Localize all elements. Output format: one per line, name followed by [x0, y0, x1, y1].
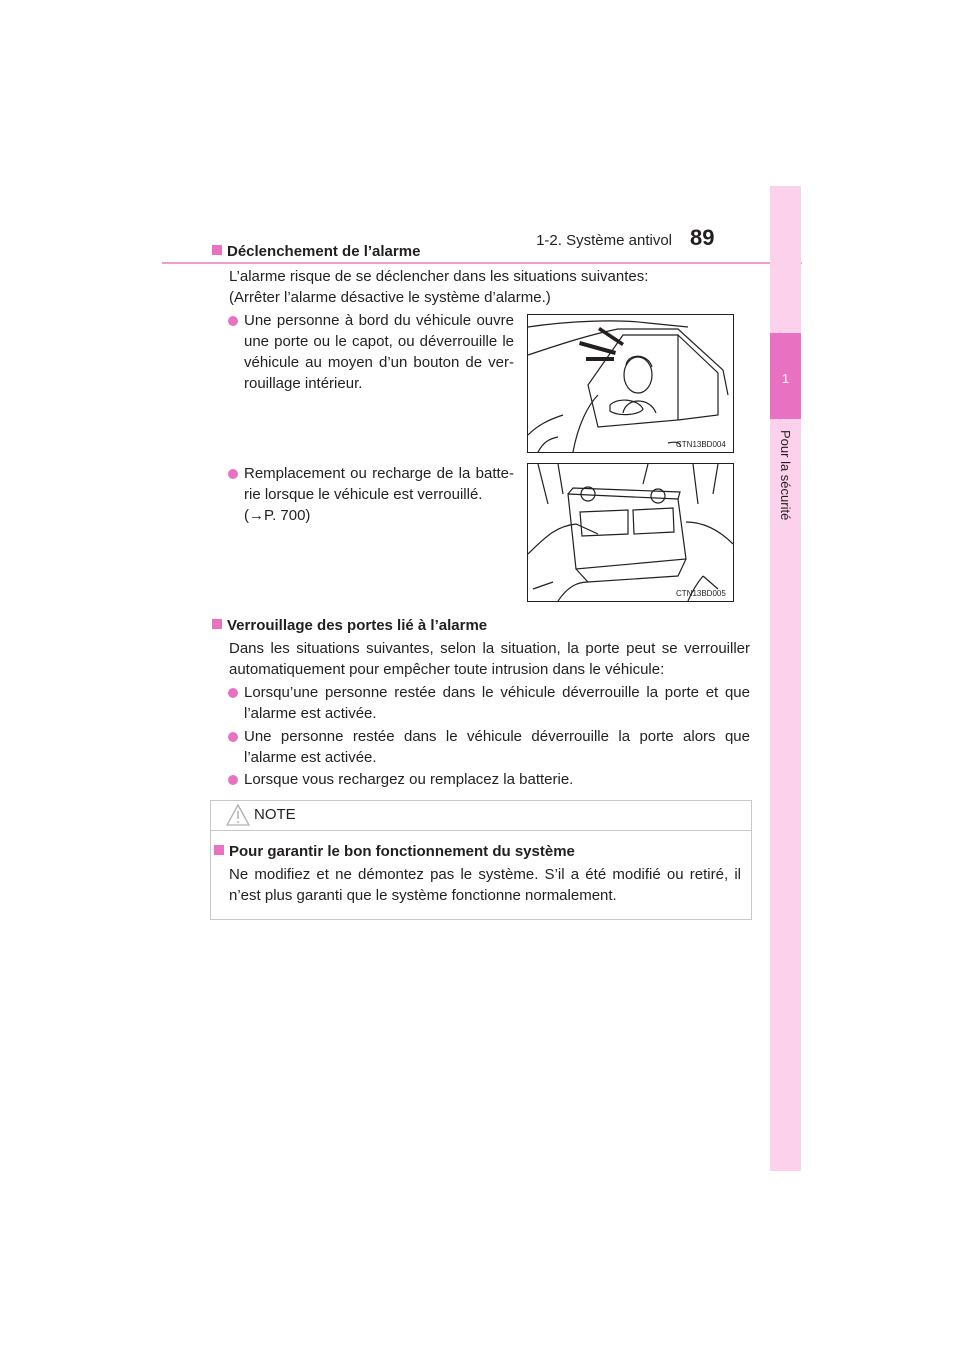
- alarm-bullet-battery: Remplacement ou recharge de la batte-rie lorsque le véhicule est verrouillé.: [244, 465, 514, 503]
- alarm-trigger-heading: Déclenchement de l’alarme: [212, 243, 420, 260]
- door-lock-bullet-1: Lorsqu’une personne restée dans le véhicule déverrouille la porte et que l’alarme est activée.: [244, 684, 750, 722]
- chapter-label-text: Pour la sécurité: [778, 430, 793, 521]
- figure-door-unlock: [527, 314, 734, 453]
- square-bullet-icon: [214, 845, 224, 855]
- round-bullet-icon: [228, 775, 238, 785]
- door-lock-bullet-3: Lorsque vous rechargez ou remplacez la batterie.: [244, 771, 574, 788]
- note-body: Ne modifiez et ne démontez pas le système. S’il a été modifié ou retiré, il n’est plus garanti que le système fonctionne normalement.: [229, 866, 741, 904]
- battery-illustration: [528, 464, 733, 601]
- round-bullet-icon: [228, 469, 238, 479]
- figure-code-label: CTN13BD004: [676, 440, 726, 449]
- square-bullet-icon: [212, 245, 222, 255]
- round-bullet-icon: [228, 732, 238, 742]
- door-lock-intro: Dans les situations suivantes, selon la situation, la porte peut se verrouiller automatiquement pour empêcher toute intrusion dans le véhicule:: [229, 640, 750, 678]
- note-divider: [211, 830, 751, 831]
- header-rule: [162, 262, 802, 264]
- door-lock-bullet-2: Une personne restée dans le véhicule déverrouille la porte alors que l’alarme est activée.: [244, 728, 750, 766]
- note-title: NOTE: [254, 806, 296, 823]
- figure-battery: [527, 463, 734, 602]
- alarm-bullet-door: Une personne à bord du véhicule ouvre une porte ou le capot, ou déverrouille le véhicule au moyen d’un bouton de ver-rouillage intérieur.: [244, 312, 514, 392]
- round-bullet-icon: [228, 688, 238, 698]
- warning-triangle-icon: [226, 804, 250, 826]
- chapter-label: [770, 430, 801, 610]
- chapter-number: 1: [781, 371, 790, 386]
- page-reference: (→P. 700): [244, 507, 311, 524]
- note-heading: Pour garantir le bon fonctionnement du système: [214, 843, 575, 860]
- alarm-intro-line1: L’alarme risque de se déclencher dans les situations suivantes:: [229, 268, 649, 285]
- square-bullet-icon: [212, 619, 222, 629]
- section-title: 1-2. Système antivol: [536, 232, 672, 249]
- door-lock-heading: Verrouillage des portes lié à l’alarme: [212, 617, 487, 634]
- page-number: 89: [690, 225, 715, 250]
- alarm-intro-line2: (Arrêter l’alarme désactive le système d’alarme.): [229, 289, 551, 306]
- car-door-illustration: [528, 315, 733, 452]
- round-bullet-icon: [228, 316, 238, 326]
- figure-code-label: CTN13BD005: [676, 589, 726, 598]
